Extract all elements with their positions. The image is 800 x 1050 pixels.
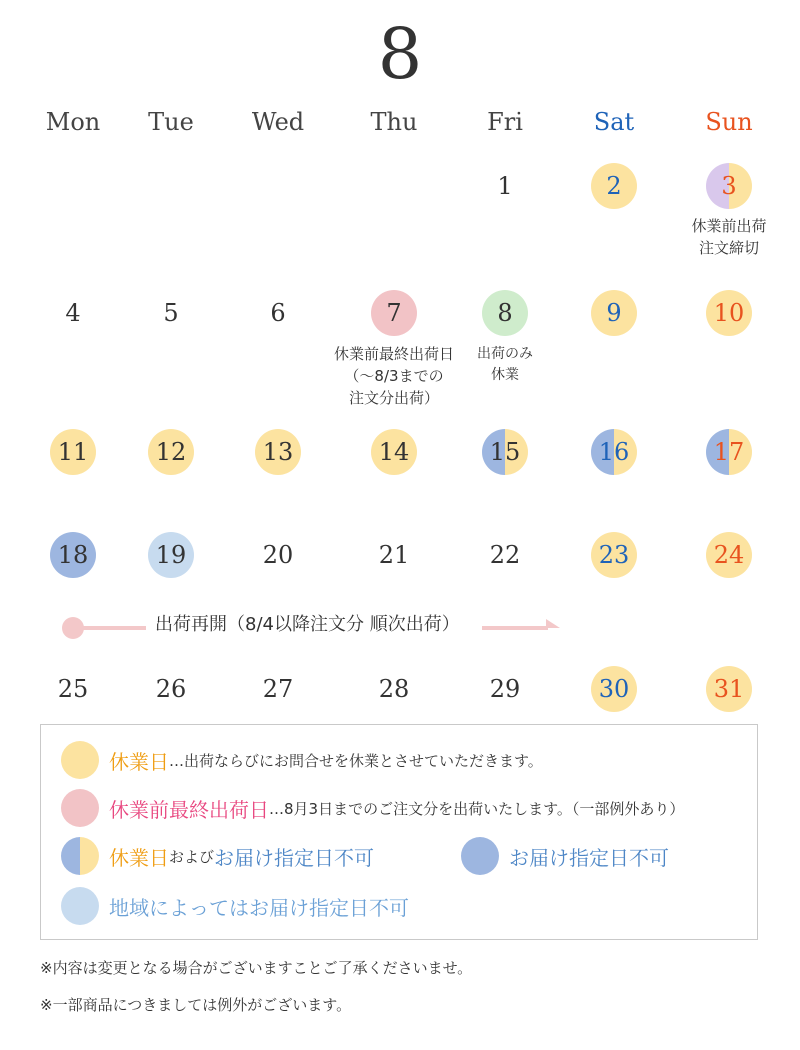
day-1: 1 <box>497 172 513 200</box>
legend-box <box>40 724 758 940</box>
day-8: 8 <box>482 290 528 336</box>
legend-regional-swatch <box>61 887 99 925</box>
reopen-label: 出荷再開（8/4以降注文分 順次出荷） <box>155 614 460 635</box>
day-9: 9 <box>591 290 637 336</box>
day-5: 5 <box>163 299 179 327</box>
day-8-note-line2: 休業 <box>491 367 519 383</box>
legend-last-ship-label: 休業前最終出荷日 <box>109 797 269 822</box>
weekday-wed: Wed <box>251 108 305 136</box>
legend-last-ship-desc: …8月3日までのご注文分を出荷いたします。（一部例外あり） <box>269 799 685 818</box>
legend-last-ship <box>61 789 684 827</box>
legend-last-ship-swatch <box>61 789 99 827</box>
day-23: 23 <box>591 532 637 578</box>
day-2: 2 <box>591 163 637 209</box>
day-7-note-line1: 休業前最終出荷日 <box>333 345 454 363</box>
weekday-sun: Sun <box>705 108 753 136</box>
day-19: 19 <box>148 532 194 578</box>
day-30: 30 <box>591 666 637 712</box>
day-7-note-line2: （〜8/3までの <box>344 367 444 385</box>
legend-holiday <box>61 741 543 779</box>
day-10: 10 <box>706 290 752 336</box>
day-31: 31 <box>706 666 752 712</box>
day-22: 22 <box>489 541 521 569</box>
day-24: 24 <box>706 532 752 578</box>
day-7: 7 <box>371 290 417 336</box>
day-17: 17 <box>706 429 752 475</box>
month-title: 8 <box>377 13 423 95</box>
day-14: 14 <box>371 429 417 475</box>
day-6: 6 <box>270 299 286 327</box>
day-26: 26 <box>155 675 187 703</box>
legend-half-nodelivery: お届け指定日不可 <box>214 845 375 870</box>
day-8-note-line1: 出荷のみ <box>477 346 533 362</box>
legend-half-swatch <box>61 837 99 875</box>
footnote-1: ※内容は変更となる場合がございますことご了承くださいませ。 <box>40 959 473 977</box>
weekday-sat: Sat <box>593 108 635 136</box>
day-25: 25 <box>57 675 89 703</box>
legend-regional <box>61 887 409 925</box>
day-16: 16 <box>591 429 637 475</box>
day-3: 3 <box>706 163 752 209</box>
weekday-mon: Mon <box>45 108 101 136</box>
legend-holiday-nodelivery <box>61 837 374 875</box>
legend-regional-label: 地域によってはお届け指定日不可 <box>109 895 409 920</box>
legend-nodelivery-label: お届け指定日不可 <box>509 845 669 870</box>
day-11: 11 <box>50 429 96 475</box>
legend-holiday-label: 休業日 <box>109 749 169 774</box>
legend-holiday-swatch <box>61 741 99 779</box>
day-3-note-line1: 休業前出荷 <box>691 217 767 235</box>
reopen-line-right <box>482 626 548 630</box>
reopen-arrow-icon <box>546 619 560 628</box>
day-29: 29 <box>489 675 521 703</box>
day-13: 13 <box>255 429 301 475</box>
day-7-note-line3: 注文分出荷） <box>348 389 439 407</box>
day-28: 28 <box>378 675 410 703</box>
weekday-fri: Fri <box>487 108 523 136</box>
day-3-note-line2: 注文締切 <box>698 239 759 257</box>
legend-holiday-desc: …出荷ならびにお問合せを休業とさせていただきます。 <box>169 751 543 770</box>
day-27: 27 <box>262 675 294 703</box>
weekday-thu: Thu <box>370 108 418 136</box>
day-12: 12 <box>148 429 194 475</box>
day-18: 18 <box>50 532 96 578</box>
footnote-2: ※一部商品につきましては例外がございます。 <box>40 996 352 1014</box>
reopen-line-left <box>80 626 146 630</box>
weekday-tue: Tue <box>148 108 194 136</box>
day-21: 21 <box>378 541 410 569</box>
legend-nodelivery <box>461 837 669 875</box>
day-15: 15 <box>482 429 528 475</box>
day-4: 4 <box>65 299 81 327</box>
day-20: 20 <box>262 541 294 569</box>
legend-half-label: 休業日 <box>109 845 169 870</box>
legend-nodelivery-swatch <box>461 837 499 875</box>
legend-half-mid: および <box>169 847 215 866</box>
